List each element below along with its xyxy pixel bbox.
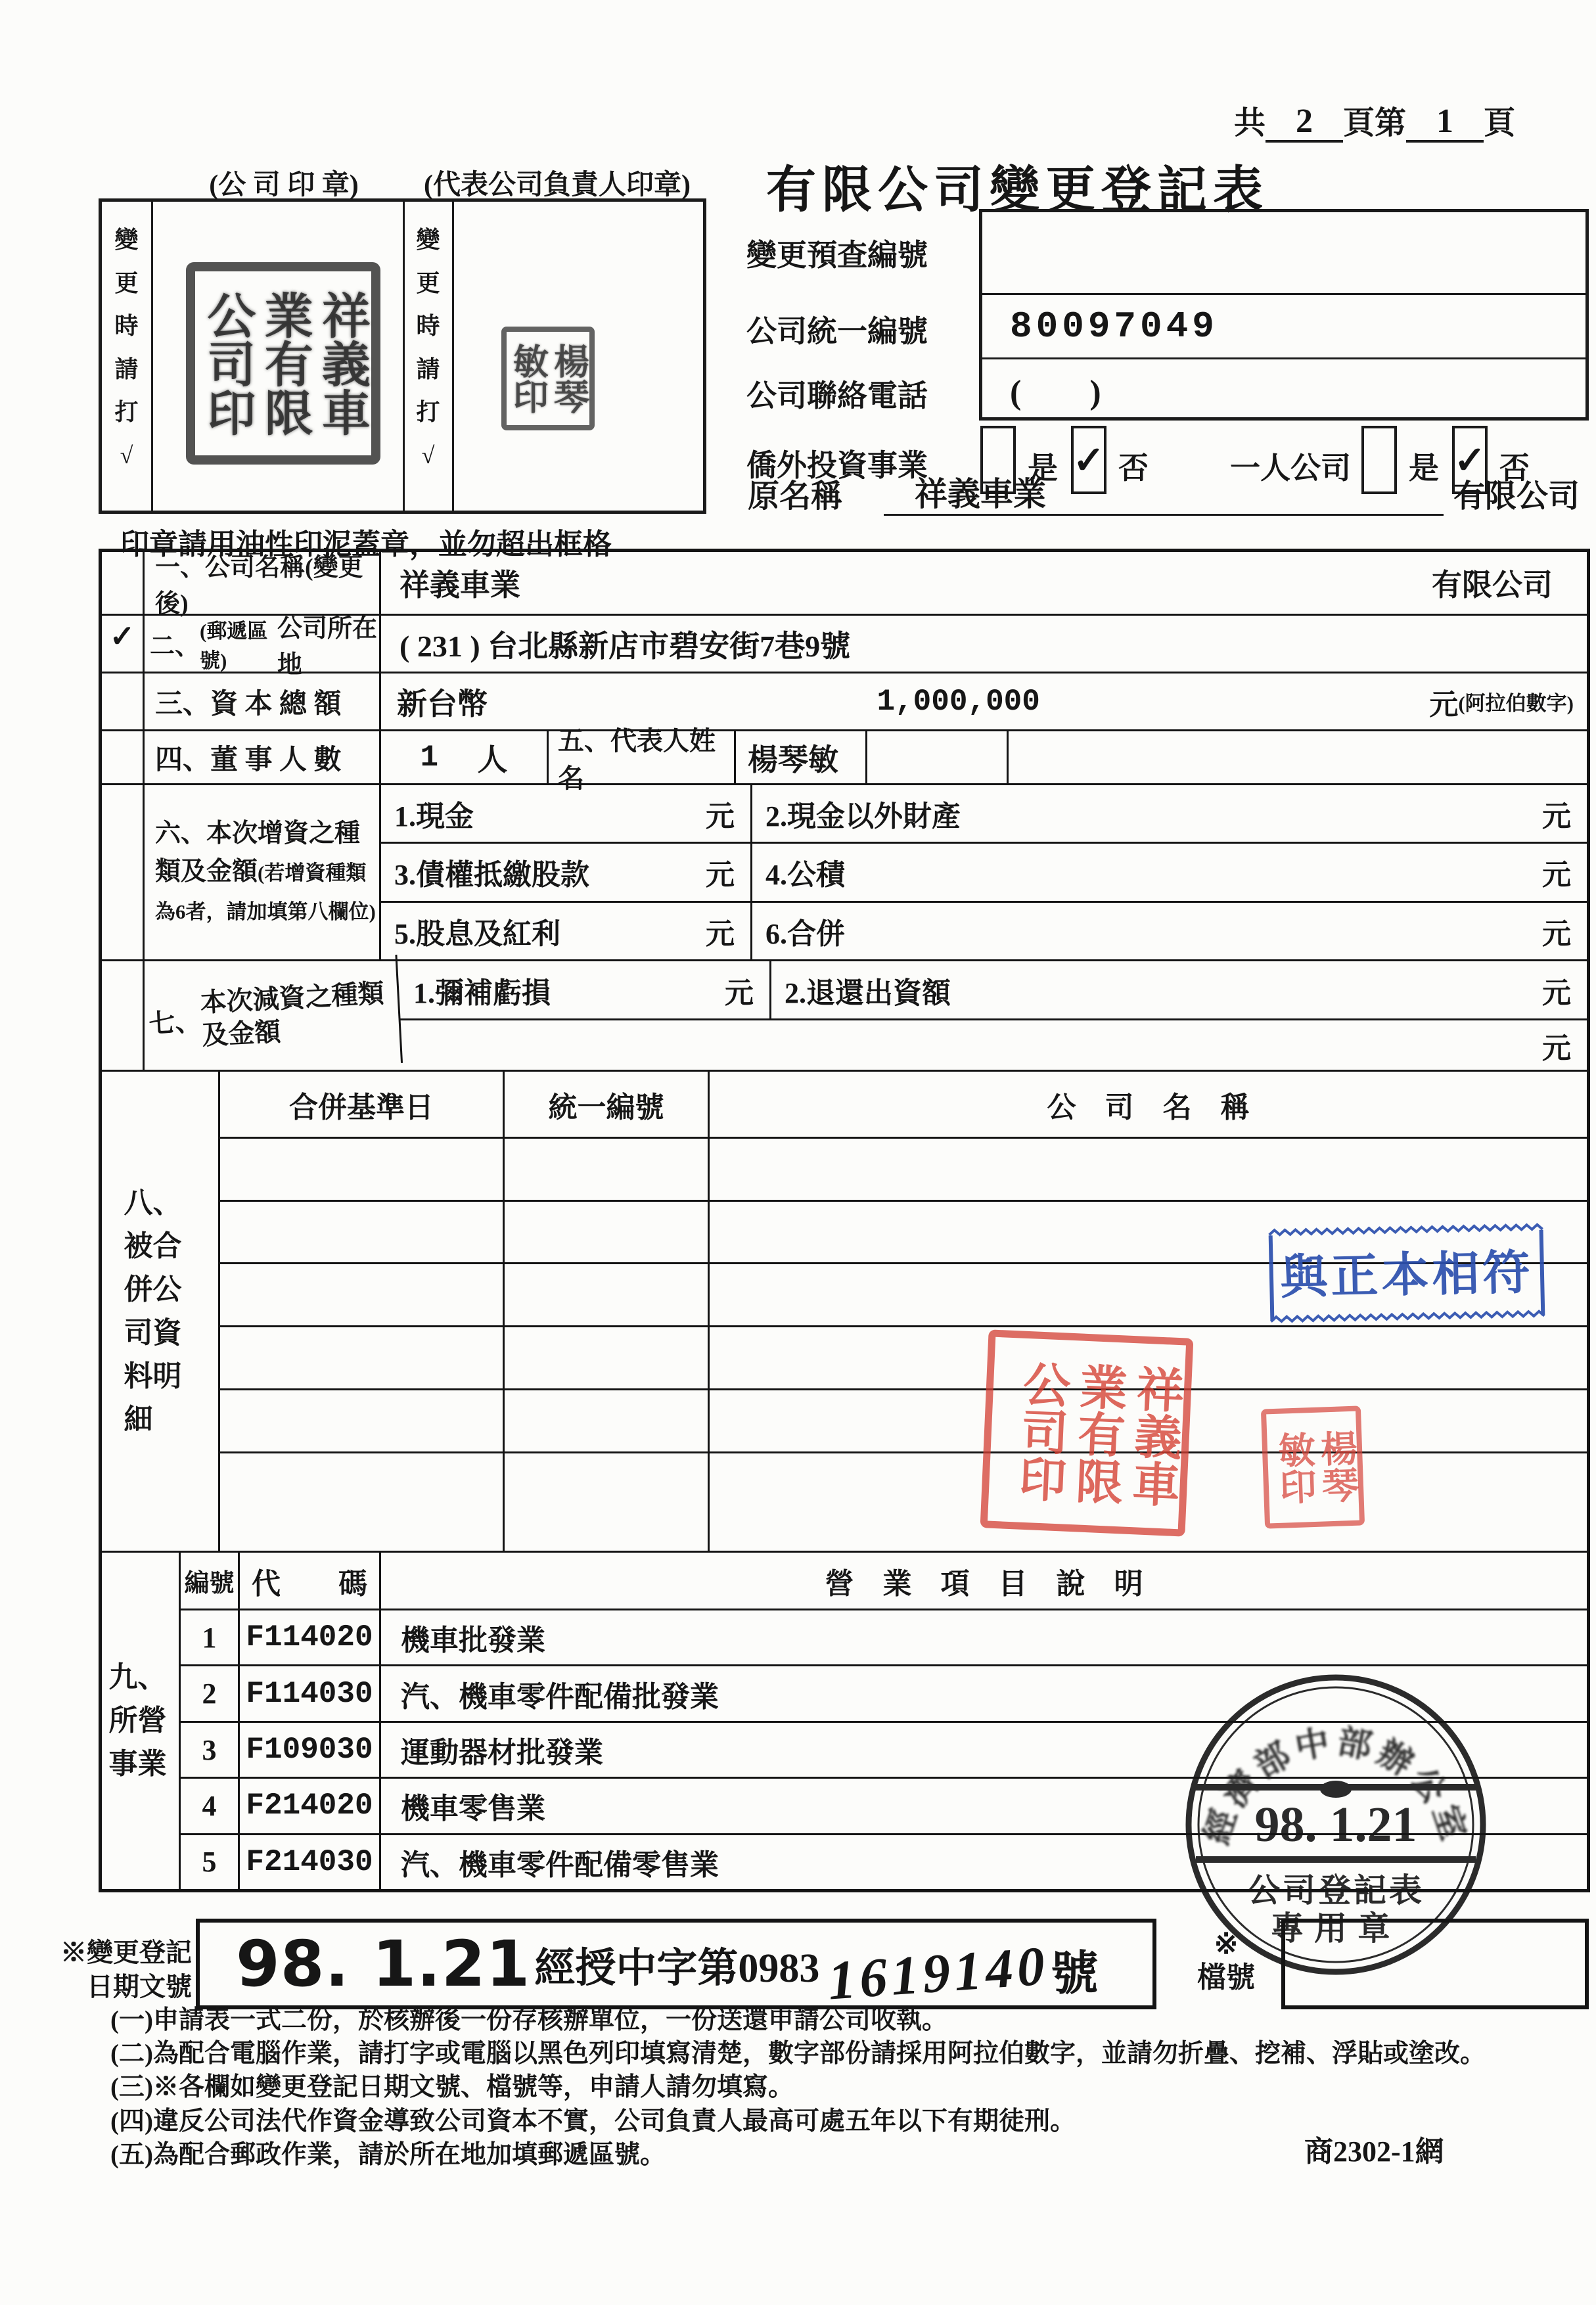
registry-stamp-arc-text: 經濟部中部辦公室 [1198, 1723, 1474, 1850]
file-number-star: ※ [1214, 1928, 1239, 1960]
business-header-code: 代 碼 [240, 1553, 381, 1609]
seal-note-column-1 [102, 202, 153, 511]
foreign-no-checkmark: ✓ [1072, 439, 1105, 482]
company-seal-red-stamp: 祥義車業有限公司印 [980, 1329, 1194, 1536]
capital-currency: 新台幣 [397, 687, 488, 721]
copy-match-stamp [1264, 1220, 1549, 1330]
header-fields-box [979, 209, 1589, 421]
business-2-no: 2 [181, 1666, 240, 1720]
company-address-value: ( 231 ) 台北縣新店市碧安街7巷9號 [399, 629, 851, 663]
increase-item-reserve [752, 844, 1587, 900]
seal-usage-note: 印章請用油性印泥蓋章，並勿超出框格 [120, 528, 612, 560]
representative-label: 五、代表人姓名 [549, 731, 736, 783]
business-4-code: F214020 [240, 1779, 381, 1833]
merged-row-1 [220, 1139, 1587, 1202]
page-counter-suffix: 頁 [1484, 106, 1516, 141]
uniform-number-value: 80097049 [1010, 305, 1218, 348]
increase-item-4-text: 4.公積 [765, 859, 845, 892]
doc-number-handwritten: 1619140 [826, 1934, 1051, 2012]
increase-item-1-text: 1.現金 [394, 800, 474, 833]
increase-subrow-1 [381, 785, 1587, 844]
business-header-desc: 營 業 項 目 說 明 [825, 1567, 1143, 1600]
change-date-doc-box [196, 1919, 1156, 2012]
increase-item-6-text: 6.合併 [765, 917, 845, 950]
row4-check-cell [102, 731, 145, 783]
precheck-number-label: 變更預查編號 [746, 239, 928, 272]
note-3: (三)※各欄如變更登記日期文號、檔號等，申請人請勿填寫。 [110, 2073, 794, 2102]
registry-stamp-line2: 專用章 [1271, 1910, 1401, 1947]
row6-label: 六、本次增資之種類及金額 [155, 819, 361, 886]
business-1-code: F114020 [240, 1610, 381, 1664]
foreign-no-label: 否 [1118, 451, 1149, 485]
change-date-doc-label [60, 1936, 192, 2004]
row7-check-cell [102, 961, 145, 1070]
increase-item-noncash [752, 785, 1587, 842]
uniform-number-label: 公司統一編號 [746, 315, 928, 348]
note-1: (一)申請表一式二份，於核辦後一份存核辦單位，一份送還申請公司收執。 [110, 2006, 947, 2034]
one-person-yes-label: 是 [1409, 451, 1439, 485]
seal-note-column-2 [403, 202, 454, 511]
row6-label-note: (若增資種類為6者，請加填第八欄位) [155, 861, 376, 923]
phone-label: 公司聯絡電話 [746, 379, 928, 413]
row7-label-no: 七、 [148, 1006, 202, 1039]
one-person-label: 一人公司 [1230, 451, 1351, 485]
row7-label-cell [142, 955, 403, 1076]
representative-seal-label: (代表公司負責人印章) [424, 170, 691, 200]
business-header-no: 編號 [181, 1553, 240, 1609]
original-name-suffix: 有限公司 [1453, 479, 1580, 514]
merged-header-row [220, 1072, 1587, 1139]
increase-item-cash [381, 785, 752, 842]
row6-label-cell [145, 785, 381, 959]
increase-item-merger [752, 903, 1587, 959]
directors-count-unit: 人 [477, 742, 508, 777]
seal-vertical-note-2: 變更時請打√ [416, 227, 440, 468]
note-2: (二)為配合電腦作業，請打字或電腦以黑色列印填寫清楚，數字部份請採用阿拉伯數字，並請勿折疊、挖補、浮貼或塗改。 [110, 2040, 1486, 2068]
representative-name-cell [736, 731, 867, 783]
decrease-item-refund [771, 961, 1587, 1018]
row9-label-cell [102, 1553, 181, 1889]
decrease-item-1-text: 1.彌補虧損 [413, 976, 551, 1009]
business-4-desc: 機車零售業 [401, 1792, 545, 1825]
company-seal-area [153, 202, 403, 511]
business-3-desc: 運動器材批發業 [401, 1737, 603, 1769]
row-capital-decrease [102, 961, 1587, 1072]
increase-item-debt [381, 844, 752, 900]
row-company-name [102, 552, 1587, 616]
business-2-desc: 汽、機車零件配備批發業 [401, 1680, 719, 1713]
decrease-extra-unit: 元 [1542, 1032, 1571, 1064]
representative-seal-stamp: 楊琴敏印 [501, 327, 595, 430]
change-date-doc-label-line2: 日期文號 [87, 1972, 192, 2001]
note-5: (五)為配合郵政作業，請於所在地加填郵遞區號。 [110, 2140, 666, 2169]
merged-row-6 [220, 1453, 1587, 1551]
business-1-no: 1 [181, 1610, 240, 1664]
page-counter [1234, 97, 1515, 143]
row1-label: 一、公司名稱(變更後) [145, 552, 381, 614]
form-title: 有限公司變更登記表 [766, 163, 1269, 218]
decrease-item-1-unit: 元 [725, 976, 754, 1009]
registry-stamp-line1: 公司登記表 [1247, 1872, 1425, 1909]
business-row-1 [181, 1610, 1587, 1666]
row-capital [102, 673, 1587, 731]
row8-label-cell [102, 1072, 220, 1551]
row2-label-main: 公司所在地 [277, 614, 378, 679]
foreign-investment-label: 僑外投資事業 [746, 449, 928, 482]
page-counter-prefix: 共 [1234, 106, 1266, 141]
company-name-value: 祥義車業 [399, 568, 520, 602]
row2-check-cell [102, 616, 145, 672]
row2-label-small: (郵遞區號) [200, 619, 268, 672]
row1-check-cell [102, 552, 145, 614]
business-5-code: F214030 [240, 1835, 381, 1889]
increase-item-6-unit: 元 [1542, 917, 1571, 950]
one-person-no-label: 否 [1499, 451, 1530, 485]
increase-item-4-unit: 元 [1542, 859, 1571, 892]
doc-number-text: 經授中字第0983 [534, 1946, 820, 1991]
file-number-text: 檔號 [1197, 1961, 1255, 1994]
row4-empty-cell-2 [1009, 731, 1587, 783]
directors-count-value: 1 [420, 740, 439, 775]
decrease-subrow-2 [400, 1020, 1587, 1070]
row2-checkmark: ✓ [109, 620, 135, 653]
row7-label: 本次減資之種類及金額 [199, 978, 385, 1051]
total-pages: 2 [1265, 103, 1343, 143]
page-counter-mid: 頁第 [1343, 106, 1407, 141]
company-seal-stamp: 祥義車業有限公司印 [186, 262, 380, 465]
increase-item-3-unit: 元 [706, 859, 735, 892]
original-name-label: 原名稱 [748, 479, 843, 514]
form-code: 商2302-1網 [1304, 2135, 1444, 2168]
decrease-item-2-text: 2.退還出資額 [785, 976, 951, 1009]
increase-item-2-text: 2.現金以外財產 [765, 800, 961, 833]
row4-label: 四、董 事 人 數 [145, 731, 381, 783]
current-page: 1 [1406, 103, 1484, 143]
uniform-number-field [982, 295, 1585, 359]
capital-unit-note: (阿拉伯數字) [1458, 692, 1574, 715]
row3-check-cell [102, 673, 145, 729]
phone-value: ( ) [1010, 373, 1101, 411]
decrease-item-loss [400, 961, 771, 1018]
business-4-no: 4 [181, 1779, 240, 1833]
business-3-code: F109030 [240, 1723, 381, 1777]
row8-label: 八、被合併公司資料明細 [124, 1186, 182, 1436]
increase-item-5-text: 5.股息及紅利 [394, 917, 560, 950]
row1-content [381, 552, 1587, 614]
row6-check-cell [102, 785, 145, 959]
business-header-row [181, 1553, 1587, 1610]
phone-field [982, 359, 1585, 417]
row3-label: 三、資 本 總 額 [145, 673, 381, 729]
decrease-extra-cell [400, 1020, 1587, 1070]
date-stamp-value: 98. 1.21 [236, 1927, 531, 2001]
company-seal-label: (公 司 印 章) [209, 170, 359, 200]
representative-seal-area [454, 202, 704, 511]
merged-header-uniform: 統一編號 [505, 1072, 710, 1137]
merged-header-date: 合併基準日 [220, 1072, 505, 1137]
business-5-no: 5 [181, 1835, 240, 1889]
capital-amount: 1,000,000 [877, 684, 1040, 719]
registry-date-stamp [1181, 1670, 1490, 1979]
row2-content [381, 616, 1587, 672]
one-person-no-checkmark: ✓ [1453, 439, 1486, 482]
row2-label-no: 二、 [150, 633, 200, 660]
increase-subrow-2 [381, 844, 1587, 902]
foreign-yes-label: 是 [1028, 451, 1058, 485]
increase-item-2-unit: 元 [1542, 800, 1571, 833]
row4-empty-cell-1 [867, 731, 1009, 783]
row6-content [381, 785, 1587, 959]
merged-row-5 [220, 1390, 1587, 1453]
merged-row-4 [220, 1327, 1587, 1390]
increase-subrow-3 [381, 903, 1587, 959]
seal-vertical-note-1: 變更時請打√ [114, 227, 139, 468]
increase-item-1-unit: 元 [706, 800, 735, 833]
capital-unit: 元 [1429, 688, 1459, 721]
row9-label: 九、所營事業 [108, 1661, 167, 1780]
business-1-desc: 機車批發業 [401, 1624, 545, 1657]
registry-stamp-date: 98. 1.21 [1254, 1797, 1417, 1852]
decrease-item-2-unit: 元 [1542, 976, 1571, 1009]
decrease-subrow-1 [400, 961, 1587, 1020]
row-capital-increase [102, 785, 1587, 961]
directors-count-cell [381, 731, 549, 783]
change-date-doc-label-line1: ※變更登記 [60, 1938, 192, 1967]
row7-content [400, 961, 1587, 1070]
seal-impression-box [99, 198, 706, 514]
increase-item-dividend [381, 903, 752, 959]
original-name-value: 祥義車業 [915, 476, 1046, 513]
copy-match-stamp-text: 與正本相符 [1279, 1246, 1534, 1305]
merged-header-name: 公 司 名 稱 [1047, 1091, 1250, 1124]
doc-number-suffix: 號 [1051, 1948, 1099, 2000]
person-seal-red-stamp: 楊琴敏印 [1261, 1405, 1365, 1528]
representative-name-value: 楊琴敏 [748, 742, 838, 777]
business-3-no: 3 [181, 1723, 240, 1777]
business-2-code: F114030 [240, 1666, 381, 1720]
row2-label [145, 614, 381, 679]
company-name-suffix: 有限公司 [1432, 568, 1553, 602]
increase-item-5-unit: 元 [706, 917, 735, 950]
precheck-number-field [982, 212, 1585, 295]
business-5-desc: 汽、機車零件配備零售業 [401, 1848, 719, 1881]
row-company-address [102, 614, 1587, 679]
increase-item-3-text: 3.債權抵繳股款 [394, 859, 589, 892]
note-4: (四)違反公司法代作資金導致公司資本不實，公司負責人最高可處五年以下有期徒刑。 [110, 2107, 1076, 2135]
row-directors-representative [102, 725, 1587, 793]
